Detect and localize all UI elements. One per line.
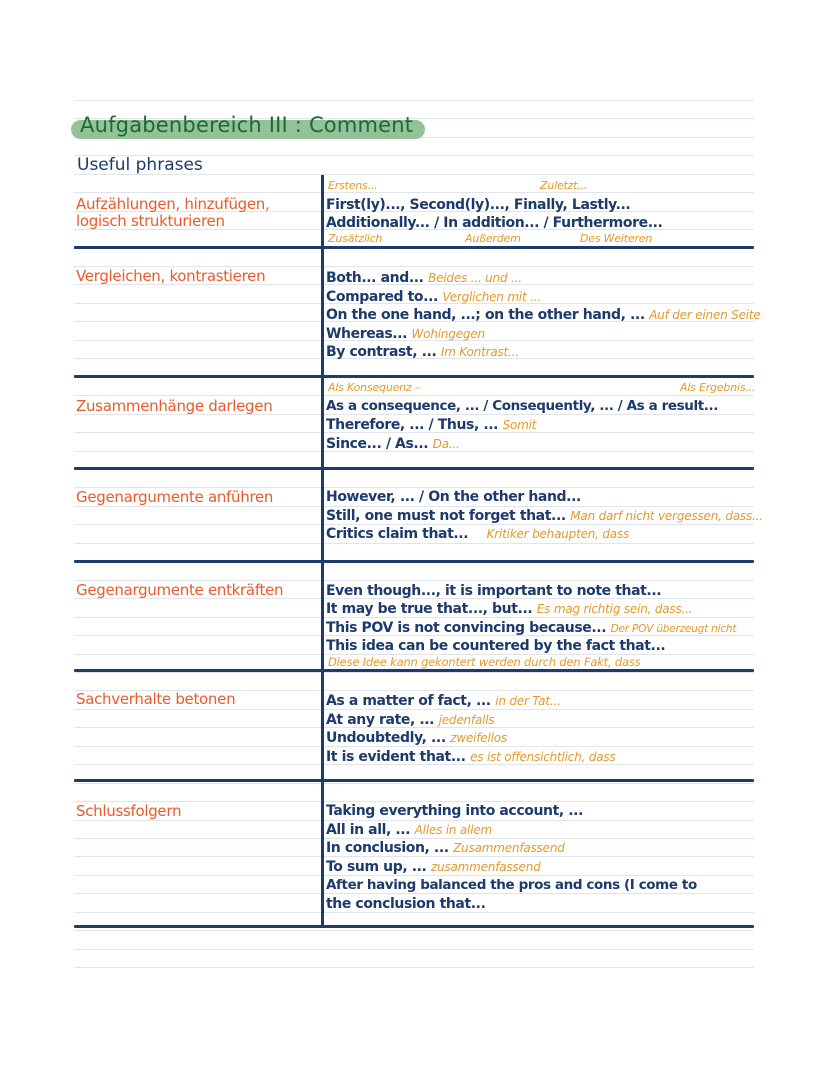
section-divider — [74, 779, 754, 782]
section-divider — [74, 246, 754, 249]
phrase-line: After having balanced the pros and cons (I come to — [326, 877, 697, 893]
category-label: Zusammenhänge darlegen — [76, 397, 273, 415]
section-divider — [74, 467, 754, 470]
phrase-line: Additionally... / In addition... / Furthermore... — [326, 215, 663, 231]
ruled-line — [74, 100, 754, 101]
ruled-line — [74, 709, 754, 710]
phrase-line: Compared to... Verglichen mit ... — [326, 289, 541, 305]
ruled-line — [74, 856, 754, 857]
phrase-line: It is evident that... es ist offensichtlich, dass — [326, 749, 616, 765]
phrase-line: Taking everything into account, ... — [326, 803, 584, 819]
translation-note: Als Ergebnis... — [680, 381, 756, 394]
translation-note: Zuletzt... — [540, 179, 588, 192]
page-subtitle: Useful phrases — [77, 155, 203, 175]
ruled-line — [74, 543, 754, 544]
category-label: Schlussfolgern — [76, 802, 182, 820]
phrase-line: First(ly)..., Second(ly)..., Finally, Lastly... — [326, 197, 631, 213]
phrase-line: Both... and... Beides ... und ... — [326, 270, 522, 286]
phrase-line: This POV is not convincing because... Der POV überzeugt nicht — [326, 620, 737, 636]
ruled-line — [74, 395, 754, 396]
phrase-line: Critics claim that... Kritiker behaupten, dass — [326, 526, 630, 542]
page-title: Aufgabenbereich III : Comment — [80, 113, 414, 137]
phrase-line: This idea can be countered by the fact that... — [326, 638, 666, 654]
ruled-line — [74, 893, 754, 894]
phrase-line: the conclusion that... — [326, 896, 486, 912]
ruled-line — [74, 838, 754, 839]
ruled-line — [74, 930, 754, 931]
ruled-line — [74, 746, 754, 747]
phrase-line: Still, one must not forget that... Man darf nicht vergessen, dass... — [326, 508, 763, 524]
ruled-line — [74, 672, 754, 673]
phrase-line: Even though..., it is important to note that... — [326, 583, 662, 599]
phrase-line: At any rate, ... jedenfalls — [326, 712, 495, 728]
phrase-line: On the one hand, ...; on the other hand, ... Auf der einen Seite — [326, 307, 761, 323]
category-label: Aufzählungen, hinzufügen, logisch strukturieren — [76, 195, 270, 230]
ruled-line — [74, 820, 754, 821]
translation-note: Außerdem — [465, 232, 521, 245]
phrase-line: Therefore, ... / Thus, ... Somit — [326, 417, 537, 433]
phrase-line: As a consequence, ... / Consequently, ... / As a result... — [326, 398, 718, 414]
ruled-line — [74, 524, 754, 525]
phrase-line: It may be true that..., but... Es mag richtig sein, dass... — [326, 601, 693, 617]
section-divider — [74, 560, 754, 563]
ruled-line — [74, 192, 754, 193]
phrase-line: Undoubtedly, ... zweifellos — [326, 730, 507, 746]
section-divider — [74, 925, 754, 928]
category-label: Vergleichen, kontrastieren — [76, 267, 266, 285]
ruled-line — [74, 506, 754, 507]
phrase-line: To sum up, ... zusammenfassend — [326, 859, 541, 875]
translation-note: Zusätzlich — [328, 232, 383, 245]
translation-note: Diese Idee kann gekontert werden durch den Fakt, dass — [328, 655, 641, 669]
translation-note: Erstens... — [328, 179, 378, 192]
column-divider — [321, 175, 324, 928]
phrase-line: By contrast, ... Im Kontrast... — [326, 344, 519, 360]
phrase-line: However, ... / On the other hand... — [326, 489, 581, 505]
phrase-line: Since... / As... Da... — [326, 436, 460, 452]
translation-note: Als Konsequenz – — [328, 381, 421, 394]
section-divider — [74, 669, 754, 672]
phrase-line: Whereas... Wohingegen — [326, 326, 485, 342]
ruled-line — [74, 875, 754, 876]
category-label: Sachverhalte betonen — [76, 690, 236, 708]
phrase-line: In conclusion, ... Zusammenfassend — [326, 840, 565, 856]
phrase-line: As a matter of fact, ... in der Tat... — [326, 693, 561, 709]
translation-note: Des Weiteren — [580, 232, 653, 245]
phrase-line: All in all, ... Alles in allem — [326, 822, 492, 838]
ruled-line — [74, 912, 754, 913]
category-label: Gegenargumente entkräften — [76, 581, 284, 599]
ruled-line — [74, 949, 754, 950]
category-label: Gegenargumente anführen — [76, 488, 274, 506]
section-divider — [74, 375, 754, 378]
ruled-line — [74, 783, 754, 784]
ruled-line — [74, 617, 754, 618]
ruled-line — [74, 967, 754, 968]
